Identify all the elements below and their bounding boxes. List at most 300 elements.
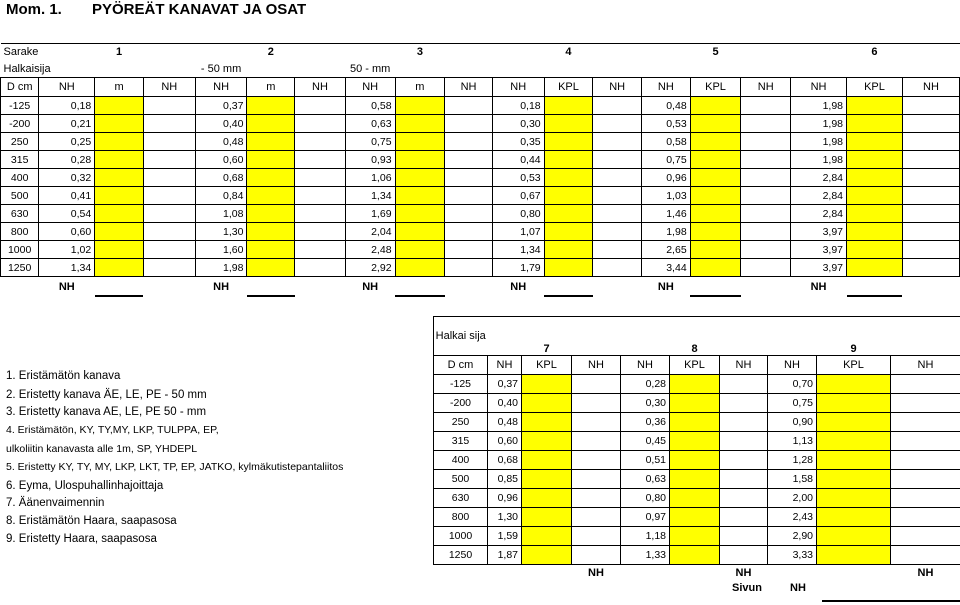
table-row (434, 375, 960, 394)
column-header-row (1, 78, 960, 97)
table-row (434, 451, 960, 470)
column-header: m (95, 78, 144, 97)
total-cell (593, 259, 642, 277)
total-row (434, 565, 960, 582)
quantity-input-cell[interactable] (95, 259, 144, 277)
legend-item: 6. Eyma, Ulospuhallinhajoittaja (6, 480, 164, 492)
total-cell (891, 508, 960, 527)
value-cell: 1,30 (195, 223, 247, 241)
value-cell: 0,54 (39, 205, 95, 223)
value-cell: 0,75 (345, 133, 395, 151)
total-cell (593, 97, 642, 115)
quantity-input-cell[interactable] (670, 489, 720, 508)
quantity-input-cell[interactable] (817, 546, 891, 565)
total-cell (295, 205, 346, 223)
column-header: KPL (670, 356, 720, 375)
quantity-input-cell[interactable] (847, 169, 903, 187)
quantity-input-cell[interactable] (522, 489, 572, 508)
value-cell: 1,18 (621, 527, 670, 546)
quantity-input-cell[interactable] (95, 241, 144, 259)
table-row (434, 413, 960, 432)
total-cell (143, 223, 195, 241)
quantity-input-cell[interactable] (690, 115, 741, 133)
diameter-cell: -200 (1, 115, 39, 133)
total-cell (445, 97, 493, 115)
value-cell: 1,59 (488, 527, 522, 546)
diameter-cell: 630 (434, 489, 488, 508)
total-cell (891, 451, 960, 470)
table-row (434, 546, 960, 565)
value-cell: 2,84 (791, 205, 847, 223)
total-cell (593, 151, 642, 169)
quantity-input-cell[interactable] (522, 394, 572, 413)
column-header: NH (445, 78, 493, 97)
total-cell (445, 169, 493, 187)
quantity-input-cell[interactable] (395, 223, 445, 241)
total-cell (295, 97, 346, 115)
value-cell: 2,48 (345, 241, 395, 259)
total-cell (143, 241, 195, 259)
column-header: NH (720, 356, 768, 375)
quantity-input-cell[interactable] (817, 489, 891, 508)
total-cell (593, 241, 642, 259)
value-cell: 1,98 (791, 133, 847, 151)
value-cell: 1,34 (492, 241, 544, 259)
total-cell (593, 169, 642, 187)
column-header: D cm (1, 78, 39, 97)
quantity-input-cell[interactable] (544, 151, 593, 169)
column-header: NH (572, 356, 621, 375)
total-cell (902, 133, 959, 151)
table-row (434, 508, 960, 527)
quantity-input-cell[interactable] (690, 169, 741, 187)
total-cell (593, 115, 642, 133)
total-cell (741, 169, 791, 187)
quantity-input-cell[interactable] (690, 205, 741, 223)
quantity-input-cell[interactable] (817, 527, 891, 546)
table-row (1, 133, 960, 151)
total-cell (143, 151, 195, 169)
total-cell (572, 375, 621, 394)
value-cell: 0,70 (768, 375, 817, 394)
value-cell: 0,30 (492, 115, 544, 133)
value-cell: 2,84 (791, 187, 847, 205)
quantity-input-cell[interactable] (847, 115, 903, 133)
value-cell: 0,75 (768, 394, 817, 413)
value-cell: 0,97 (621, 508, 670, 527)
value-cell: 0,60 (488, 432, 522, 451)
diameter-cell: -200 (434, 394, 488, 413)
quantity-input-cell[interactable] (690, 151, 741, 169)
quantity-input-cell[interactable] (847, 205, 903, 223)
quantity-input-cell[interactable] (690, 259, 741, 277)
value-cell: 1,98 (791, 115, 847, 133)
total-label: NH (917, 567, 934, 579)
quantity-input-cell[interactable] (395, 115, 445, 133)
quantity-input-cell[interactable] (247, 205, 295, 223)
total-line (544, 277, 593, 297)
quantity-input-cell[interactable] (522, 470, 572, 489)
total-line (395, 277, 445, 297)
quantity-input-cell[interactable] (690, 187, 741, 205)
quantity-input-cell[interactable] (544, 205, 593, 223)
value-cell: 0,84 (195, 187, 247, 205)
quantity-input-cell[interactable] (544, 169, 593, 187)
quantity-input-cell[interactable] (95, 187, 144, 205)
quantity-input-cell[interactable] (395, 151, 445, 169)
sarake-label: Sarake (1, 44, 39, 61)
quantity-input-cell[interactable] (544, 133, 593, 151)
total-label: NH (810, 280, 827, 293)
value-cell: 0,96 (488, 489, 522, 508)
quantity-input-cell[interactable] (247, 223, 295, 241)
value-cell: 0,21 (39, 115, 95, 133)
sarake-number: 1 (95, 44, 144, 61)
column-header: m (395, 78, 445, 97)
legend-item: 5. Eristetty KY, TY, MY, LKP, LKT, TP, EP, JATKO, kylmäkutistepantaliitos (6, 461, 344, 473)
total-cell (891, 470, 960, 489)
column-header: KPL (847, 78, 903, 97)
value-cell: 1,03 (641, 187, 690, 205)
value-cell: 0,48 (641, 97, 690, 115)
value-cell: 1,34 (345, 187, 395, 205)
table-row (1, 151, 960, 169)
quantity-input-cell[interactable] (690, 97, 741, 115)
value-cell: 3,44 (641, 259, 690, 277)
value-cell: 1,02 (39, 241, 95, 259)
value-cell: 0,28 (39, 151, 95, 169)
total-cell (295, 223, 346, 241)
page-total-line (822, 600, 960, 602)
quantity-input-cell[interactable] (847, 187, 903, 205)
table-row (434, 432, 960, 451)
column-header: KPL (522, 356, 572, 375)
total-row (1, 277, 960, 297)
value-cell: 0,68 (488, 451, 522, 470)
total-cell (720, 413, 768, 432)
diameter-cell: 1000 (1, 241, 39, 259)
diameter-cell: 1250 (1, 259, 39, 277)
total-cell (891, 489, 960, 508)
diameter-cell: 1000 (434, 527, 488, 546)
diameter-cell: 400 (434, 451, 488, 470)
total-cell (902, 259, 959, 277)
table-row (434, 394, 960, 413)
total-cell (445, 133, 493, 151)
quantity-input-cell[interactable] (522, 546, 572, 565)
total-cell (143, 205, 195, 223)
quantity-input-cell[interactable] (847, 241, 903, 259)
column-header: NH (641, 78, 690, 97)
quantity-input-cell[interactable] (395, 97, 445, 115)
quantity-input-cell[interactable] (247, 97, 295, 115)
quantity-input-cell[interactable] (817, 432, 891, 451)
total-label: NH (213, 280, 230, 293)
quantity-input-cell[interactable] (817, 470, 891, 489)
page-total-label: Sivun (732, 582, 762, 594)
table-row (1, 259, 960, 277)
quantity-input-cell[interactable] (670, 451, 720, 470)
total-cell (720, 470, 768, 489)
quantity-input-cell[interactable] (847, 151, 903, 169)
quantity-input-cell[interactable] (95, 133, 144, 151)
total-label: NH (362, 280, 379, 293)
value-cell: 0,32 (39, 169, 95, 187)
quantity-input-cell[interactable] (670, 394, 720, 413)
quantity-input-cell[interactable] (544, 97, 593, 115)
value-cell: 0,96 (641, 169, 690, 187)
diameter-cell: 500 (1, 187, 39, 205)
quantity-input-cell[interactable] (247, 115, 295, 133)
total-cell (593, 223, 642, 241)
diameter-cell: 250 (434, 413, 488, 432)
quantity-input-cell[interactable] (817, 375, 891, 394)
quantity-input-cell[interactable] (395, 133, 445, 151)
quantity-input-cell[interactable] (670, 470, 720, 489)
column-header: m (247, 78, 295, 97)
quantity-input-cell[interactable] (670, 546, 720, 565)
value-cell: 0,37 (195, 97, 247, 115)
table-row (1, 187, 960, 205)
sarake-row (1, 44, 960, 61)
quantity-input-cell[interactable] (522, 527, 572, 546)
total-cell (143, 187, 195, 205)
quantity-input-cell[interactable] (522, 432, 572, 451)
total-cell (891, 527, 960, 546)
value-cell: 1,87 (488, 546, 522, 565)
total-cell (741, 115, 791, 133)
column-header: NH (295, 78, 346, 97)
value-cell: 0,60 (195, 151, 247, 169)
column-header: NH (902, 78, 959, 97)
value-cell: 1,98 (791, 97, 847, 115)
quantity-input-cell[interactable] (95, 97, 144, 115)
quantity-input-cell[interactable] (817, 451, 891, 470)
quantity-input-cell[interactable] (544, 259, 593, 277)
value-cell: 3,97 (791, 223, 847, 241)
total-cell (143, 133, 195, 151)
total-cell (445, 151, 493, 169)
total-cell (572, 394, 621, 413)
legend-item: 7. Äänenvaimennin (6, 497, 105, 509)
quantity-input-cell[interactable] (395, 241, 445, 259)
sarake-number: 2 (247, 44, 295, 61)
total-line (95, 277, 144, 297)
quantity-input-cell[interactable] (247, 259, 295, 277)
column-header-row (434, 356, 960, 375)
value-cell: 1,58 (768, 470, 817, 489)
value-cell: 0,90 (768, 413, 817, 432)
diameter-cell: 315 (434, 432, 488, 451)
total-cell (572, 451, 621, 470)
table-row (434, 470, 960, 489)
total-cell (295, 187, 346, 205)
halkaisija-row (1, 60, 960, 78)
column-header: NH (195, 78, 247, 97)
total-cell (445, 205, 493, 223)
quantity-input-cell[interactable] (847, 223, 903, 241)
diameter-cell: -125 (1, 97, 39, 115)
total-cell (572, 470, 621, 489)
quantity-input-cell[interactable] (544, 223, 593, 241)
total-cell (741, 241, 791, 259)
quantity-input-cell[interactable] (395, 187, 445, 205)
column-header: NH (345, 78, 395, 97)
value-cell: 0,93 (345, 151, 395, 169)
column-header: KPL (817, 356, 891, 375)
sarake-number: 4 (544, 44, 593, 61)
value-cell: 0,18 (492, 97, 544, 115)
quantity-input-cell[interactable] (95, 115, 144, 133)
quantity-input-cell[interactable] (522, 451, 572, 470)
quantity-input-cell[interactable] (95, 205, 144, 223)
value-cell: 0,30 (621, 394, 670, 413)
value-cell: 0,40 (195, 115, 247, 133)
quantity-input-cell[interactable] (95, 223, 144, 241)
quantity-input-cell[interactable] (522, 413, 572, 432)
total-cell (891, 375, 960, 394)
quantity-input-cell[interactable] (670, 508, 720, 527)
total-cell (572, 508, 621, 527)
quantity-input-cell[interactable] (544, 241, 593, 259)
value-cell: 0,40 (488, 394, 522, 413)
legend-item: ulkoliitin kanavasta alle 1m, SP, YHDEPL (6, 443, 198, 455)
page-title: PYÖREÄT KANAVAT JA OSAT (92, 1, 307, 18)
quantity-input-cell[interactable] (522, 508, 572, 527)
duct-price-table (0, 43, 960, 297)
total-line (247, 277, 295, 297)
total-cell (143, 259, 195, 277)
value-cell: 0,51 (621, 451, 670, 470)
quantity-input-cell[interactable] (690, 223, 741, 241)
total-cell (295, 151, 346, 169)
value-cell: 1,69 (345, 205, 395, 223)
quantity-input-cell[interactable] (95, 169, 144, 187)
total-cell (891, 413, 960, 432)
quantity-input-cell[interactable] (690, 133, 741, 151)
table-row (1, 223, 960, 241)
legend-item: 3. Eristetty kanava AE, LE, PE 50 - mm (6, 406, 207, 418)
halkaisija-label: Halkaisija (3, 62, 51, 75)
quantity-input-cell[interactable] (817, 508, 891, 527)
total-cell (720, 489, 768, 508)
total-label: NH (657, 280, 674, 293)
quantity-input-cell[interactable] (544, 115, 593, 133)
quantity-input-cell[interactable] (395, 205, 445, 223)
column-header: NH (741, 78, 791, 97)
value-cell: 1,46 (641, 205, 690, 223)
quantity-input-cell[interactable] (847, 133, 903, 151)
quantity-input-cell[interactable] (544, 187, 593, 205)
total-label: NH (58, 280, 75, 293)
diameter-cell: 800 (1, 223, 39, 241)
component-price-table (433, 316, 960, 581)
value-cell: 2,90 (768, 527, 817, 546)
quantity-input-cell[interactable] (395, 259, 445, 277)
quantity-input-cell[interactable] (847, 97, 903, 115)
quantity-input-cell[interactable] (247, 133, 295, 151)
quantity-input-cell[interactable] (670, 413, 720, 432)
value-cell: 0,35 (492, 133, 544, 151)
total-cell (720, 546, 768, 565)
total-cell (902, 97, 959, 115)
value-cell: 0,67 (492, 187, 544, 205)
column-header: NH (39, 78, 95, 97)
value-cell: 0,36 (621, 413, 670, 432)
total-cell (902, 169, 959, 187)
total-cell (720, 375, 768, 394)
quantity-input-cell[interactable] (247, 187, 295, 205)
value-cell: 0,63 (621, 470, 670, 489)
value-cell: 1,60 (195, 241, 247, 259)
diameter-cell: 630 (1, 205, 39, 223)
total-cell (720, 451, 768, 470)
total-line (847, 277, 903, 297)
value-cell: 0,58 (641, 133, 690, 151)
quantity-input-cell[interactable] (247, 151, 295, 169)
total-cell (143, 115, 195, 133)
value-cell: 1,30 (488, 508, 522, 527)
quantity-input-cell[interactable] (247, 169, 295, 187)
value-cell: 2,04 (345, 223, 395, 241)
value-cell: 2,92 (345, 259, 395, 277)
quantity-input-cell[interactable] (95, 151, 144, 169)
total-cell (295, 259, 346, 277)
total-cell (143, 169, 195, 187)
value-cell: 0,63 (345, 115, 395, 133)
diameter-cell: 1250 (434, 546, 488, 565)
column-header: NH (492, 78, 544, 97)
value-cell: 2,65 (641, 241, 690, 259)
quantity-input-cell[interactable] (247, 241, 295, 259)
column-header: NH (891, 356, 960, 375)
total-label: NH (588, 567, 604, 579)
diameter-cell: 315 (1, 151, 39, 169)
total-cell (902, 187, 959, 205)
total-cell (572, 489, 621, 508)
sarake-number: 7 (522, 317, 572, 356)
quantity-input-cell[interactable] (395, 169, 445, 187)
total-line (690, 277, 741, 297)
quantity-input-cell[interactable] (817, 394, 891, 413)
total-cell (572, 527, 621, 546)
quantity-input-cell[interactable] (670, 527, 720, 546)
value-cell: 1,06 (345, 169, 395, 187)
quantity-input-cell[interactable] (690, 241, 741, 259)
table-row (1, 205, 960, 223)
value-cell: 2,84 (791, 169, 847, 187)
total-cell (593, 133, 642, 151)
value-cell: 0,58 (345, 97, 395, 115)
total-cell (891, 394, 960, 413)
quantity-input-cell[interactable] (522, 375, 572, 394)
total-cell (445, 241, 493, 259)
quantity-input-cell[interactable] (817, 413, 891, 432)
quantity-input-cell[interactable] (670, 432, 720, 451)
diameter-cell: 400 (1, 169, 39, 187)
value-cell: 0,75 (641, 151, 690, 169)
total-cell (720, 394, 768, 413)
quantity-input-cell[interactable] (847, 259, 903, 277)
halkaisija-label: Halkai sija (434, 317, 488, 356)
column-header: KPL (690, 78, 741, 97)
quantity-input-cell[interactable] (670, 375, 720, 394)
total-cell (572, 413, 621, 432)
legend-item: 8. Eristämätön Haara, saapasosa (6, 515, 177, 527)
total-cell (720, 508, 768, 527)
range-label: - 50 mm (200, 62, 242, 75)
value-cell: 1,28 (768, 451, 817, 470)
